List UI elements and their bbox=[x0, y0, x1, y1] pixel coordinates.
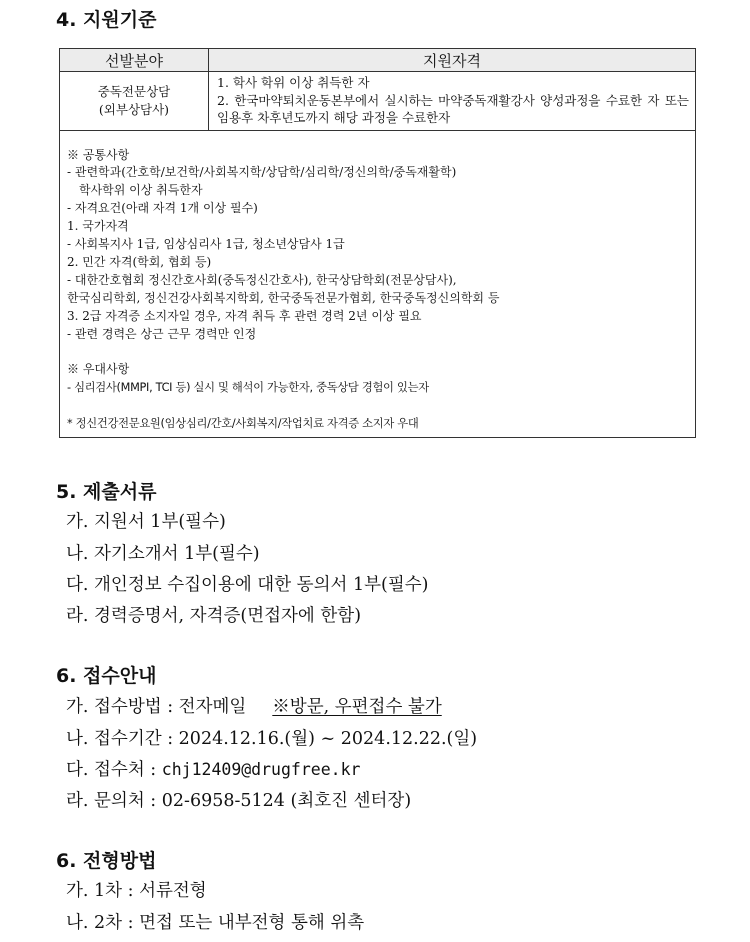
note-line: 학사학위 이상 취득한자 bbox=[79, 183, 203, 198]
section-4-heading: 4. 지원기준 bbox=[56, 9, 157, 31]
qualification-1: 1. 학사 학위 이상 취득한 자 bbox=[217, 75, 370, 90]
email-address: chj12409@drugfree.kr bbox=[161, 760, 361, 779]
note-line: - 심리검사(MMPI, TCI 등) 실시 및 해석이 가능한자, 중독상담 경험이 있는자 bbox=[67, 381, 429, 395]
submission-period: 나. 접수기간 : 2024.12.16.(월) ~ 2024.12.22.(일) bbox=[66, 729, 478, 749]
contact-info: 라. 문의처 : 02-6958-5124 (최호진 센터장) bbox=[66, 791, 412, 811]
selection-step: 가. 1차 : 서류전형 bbox=[66, 881, 207, 901]
section-6-heading: 6. 접수안내 bbox=[56, 665, 157, 687]
field-name: 중독전문상담 bbox=[97, 83, 171, 99]
submission-method bbox=[66, 695, 442, 719]
submission-place bbox=[66, 758, 360, 782]
note-line: * 정신건강전문요원(임상심리/간호/사회복지/작업치료 자격증 소지자 우대 bbox=[67, 417, 419, 431]
document-item: 가. 지원서 1부(필수) bbox=[66, 512, 226, 532]
qualification-cell bbox=[209, 72, 696, 131]
criteria-table bbox=[59, 48, 696, 438]
notes-cell bbox=[60, 130, 696, 438]
column-header-qualification: 지원자격 bbox=[209, 49, 696, 72]
preferred-title: ※ 우대사항 bbox=[67, 362, 130, 377]
method-note: ※방문, 우편접수 불가 bbox=[272, 697, 442, 717]
note-line: 2. 민간 자격(학회, 협회 등) bbox=[67, 254, 212, 269]
field-subname: (외부상담사) bbox=[98, 101, 170, 117]
field-cell bbox=[60, 72, 209, 131]
note-line: - 사회복지사 1급, 임상심리사 1급, 청소년상담사 1급 bbox=[67, 237, 345, 252]
note-line: 1. 국가자격 bbox=[67, 219, 129, 234]
note-line: - 관련 경력은 상근 근무 경력만 인정 bbox=[67, 326, 257, 341]
note-line: - 대한간호협회 정신간호사회(중독정신간호사), 한국상담학회(전문상담사), bbox=[67, 272, 457, 287]
note-line: - 자격요건(아래 자격 1개 이상 필수) bbox=[67, 201, 258, 216]
note-line: 한국심리학회, 정신건강사회복지학회, 한국중독전문가협회, 한국중독정신의학회 등 bbox=[67, 290, 500, 305]
document-item: 나. 자기소개서 1부(필수) bbox=[66, 544, 260, 564]
selection-method-heading: 6. 전형방법 bbox=[56, 850, 157, 872]
selection-step: 나. 2차 : 면접 또는 내부전형 통해 위촉 bbox=[66, 913, 365, 933]
column-header-field: 선발분야 bbox=[60, 49, 209, 72]
qualification-2: 2. 한국마약퇴치운동본부에서 실시하는 마약중독재활강사 양성과정을 수료한 자 또는 임용후 차후년도까지 해당 과정을 수료한자 bbox=[217, 92, 689, 125]
document-item: 라. 경력증명서, 자격증(면접자에 한함) bbox=[66, 606, 362, 626]
note-line: - 관련학과(간호학/보건학/사회복지학/상담학/심리학/정신의학/중독재활학) bbox=[67, 165, 457, 180]
common-requirements-title: ※ 공통사항 bbox=[67, 147, 130, 162]
place-label: 다. 접수처 : bbox=[66, 760, 162, 780]
method-label: 가. 접수방법 : 전자메일 bbox=[66, 697, 247, 717]
document-item: 다. 개인정보 수집이용에 대한 동의서 1부(필수) bbox=[66, 575, 429, 595]
note-line: 3. 2급 자격증 소지자일 경우, 자격 취득 후 관련 경력 2년 이상 필요 bbox=[67, 308, 422, 323]
section-5-heading: 5. 제출서류 bbox=[56, 481, 157, 503]
